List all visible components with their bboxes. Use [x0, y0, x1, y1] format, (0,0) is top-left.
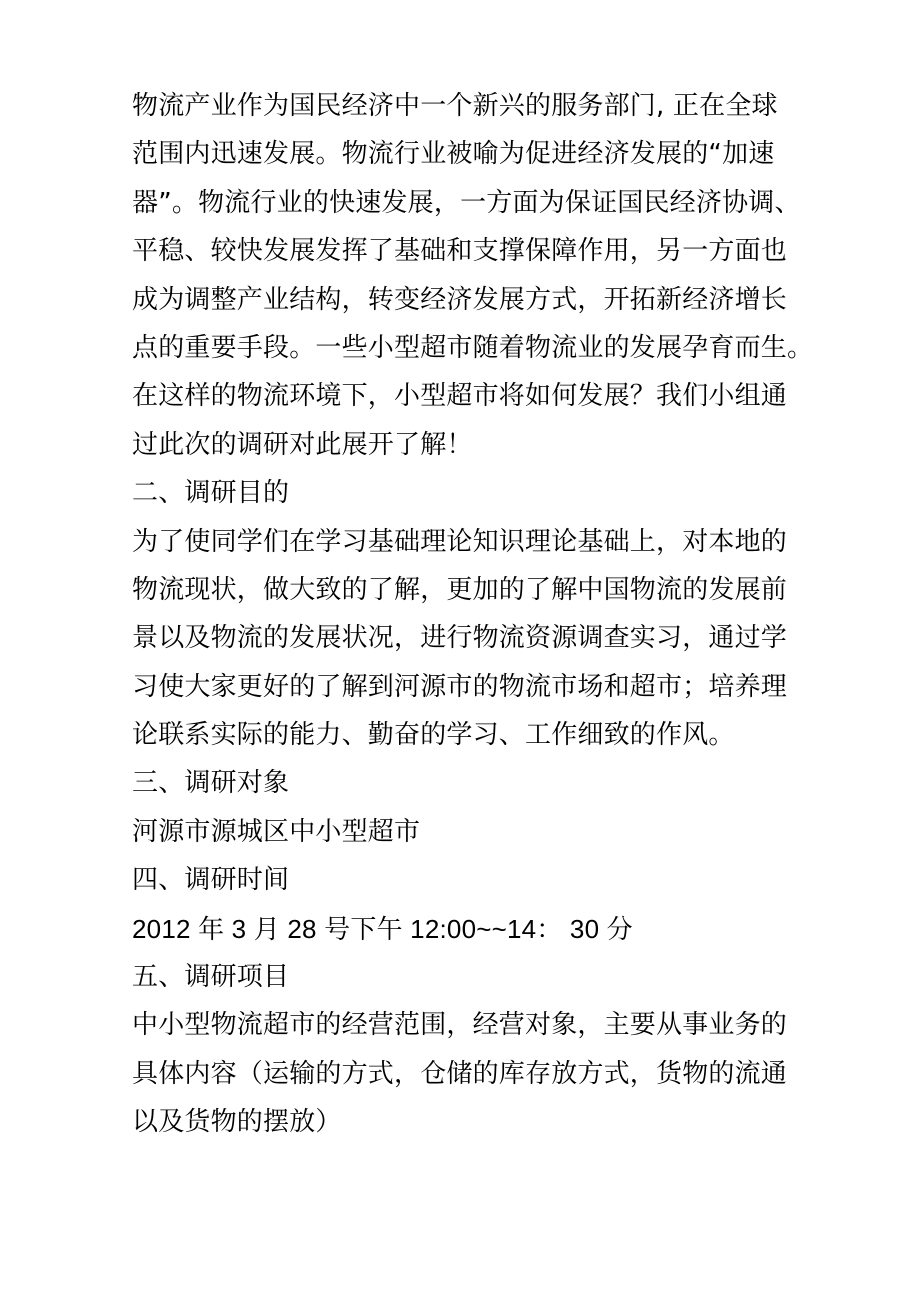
purpose-line-3: 景以及物流的发展状况，进行物流资源调查实习，通过学: [132, 623, 788, 654]
document-body: [132, 82, 812, 1147]
section-heading-subject: 三、调研对象: [132, 768, 290, 799]
items-line-3: 以及货物的摆放）: [132, 1107, 342, 1138]
intro-line-4: 平稳、较快发展发挥了基础和支撑保障作用，另一方面也: [132, 236, 788, 267]
section-heading-purpose: 二、调研目的: [132, 478, 290, 509]
subject-line: 河源市源城区中小型超市: [132, 816, 421, 847]
section-heading-items: 五、调研项目: [132, 962, 290, 993]
intro-line-7: 在这样的物流环境下，小型超市将如何发展？我们小组通: [132, 381, 788, 412]
section-heading-time: 四、调研时间: [132, 865, 290, 896]
intro-line-3: 器”。物流行业的快速发展，一方面为保证国民经济协调、: [132, 187, 801, 218]
intro-line-1: 物流产业作为国民经济中一个新兴的服务部门, 正在全球: [132, 91, 778, 121]
purpose-line-4: 习使大家更好的了解到河源市的物流市场和超市；培养理: [132, 671, 788, 702]
purpose-line-1: 为了使同学们在学习基础理论知识理论基础上，对本地的: [132, 526, 788, 557]
intro-line-2: 范围内迅速发展。物流行业被喻为促进经济发展的“加速: [132, 139, 775, 170]
intro-line-5: 成为调整产业结构，转变经济发展方式，开拓新经济增长: [132, 284, 788, 315]
items-line-2: 具体内容（运输的方式，仓储的库存放方式，货物的流通: [132, 1058, 788, 1089]
intro-line-6: 点的重要手段。一些小型超市随着物流业的发展孕育而生。: [132, 332, 814, 363]
items-line-1: 中小型物流超市的经营范围，经营对象，主要从事业务的: [132, 1010, 788, 1041]
intro-line-8: 过此次的调研对此展开了解！: [132, 429, 473, 460]
purpose-line-5: 论联系实际的能力、勤奋的学习、工作细致的作风。: [132, 720, 735, 751]
purpose-line-2: 物流现状，做大致的了解，更加的了解中国物流的发展前: [132, 574, 788, 605]
time-line: 2012 年 3 月 28 号下午 12:00~~14： 30 分: [132, 913, 633, 944]
